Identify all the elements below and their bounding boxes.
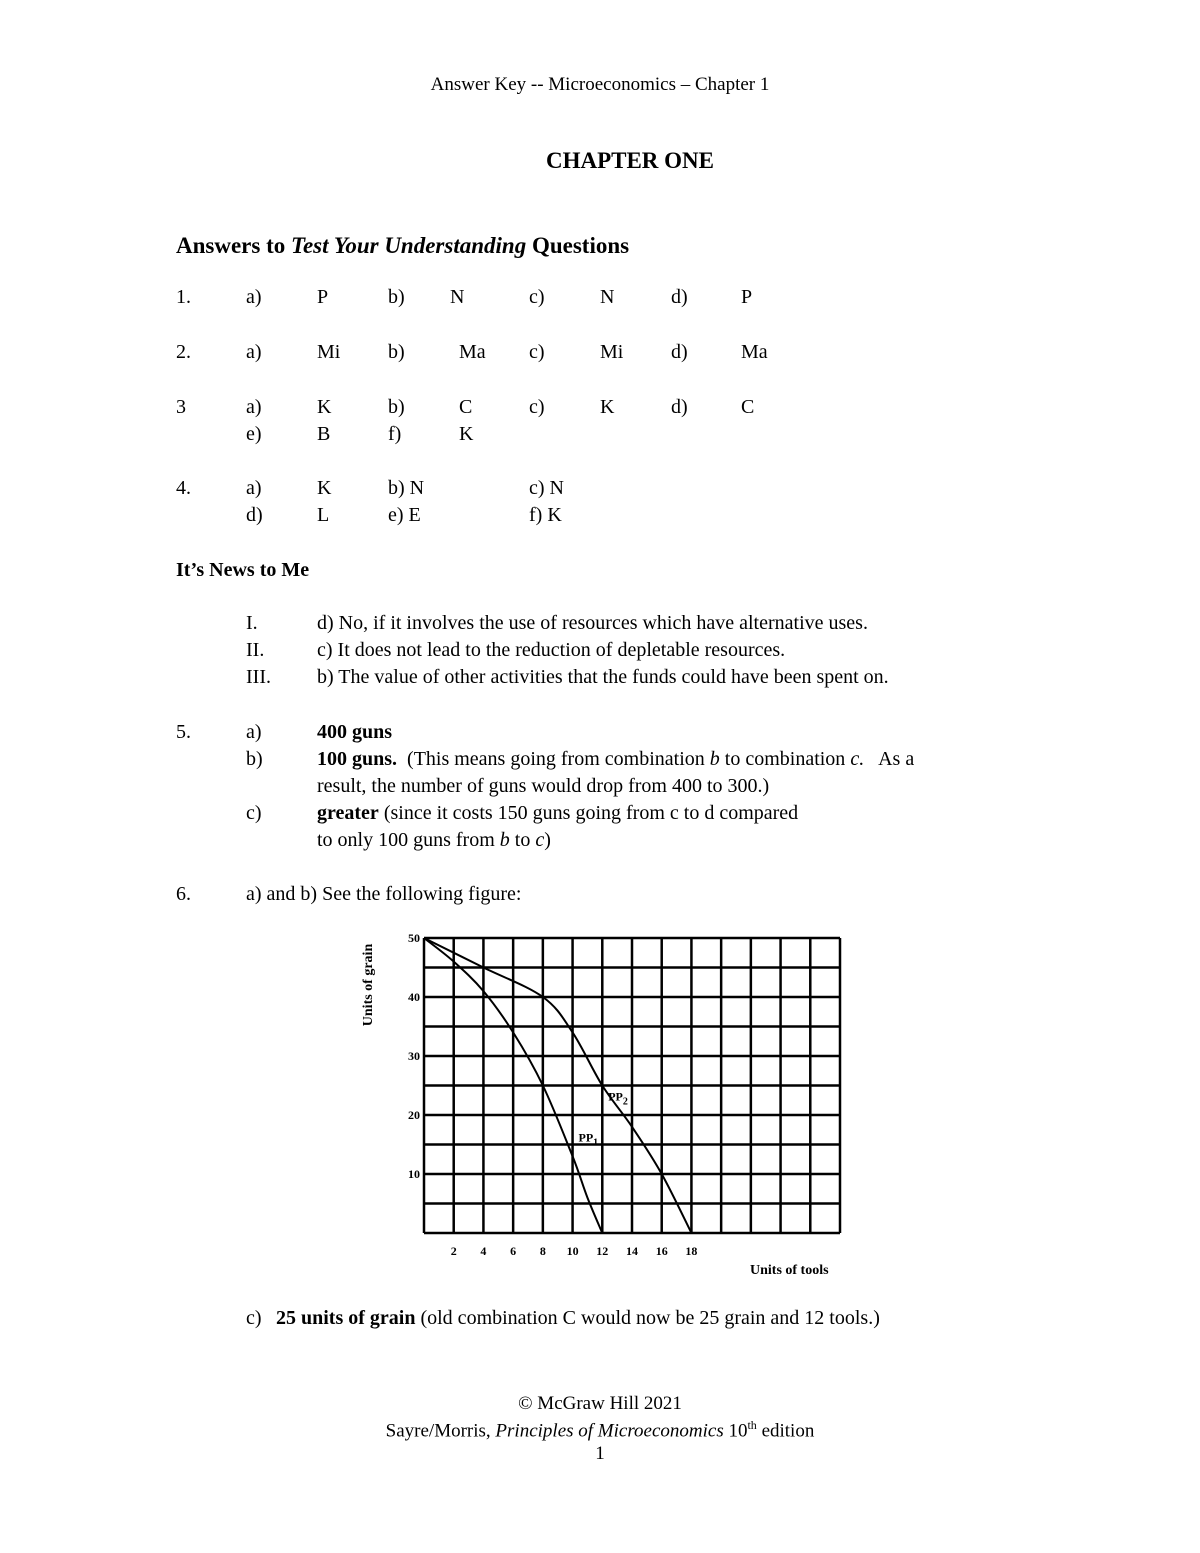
y-tick-label: 30 [408,1049,420,1063]
q4-a-value: K [317,477,332,499]
chapter-title: CHAPTER ONE [545,148,715,173]
x-tick-label: 2 [450,1244,457,1258]
q4-c-answer: c) N [529,477,564,499]
footer-edition-suffix: th [747,1418,757,1432]
q1-a-value: P [317,286,329,308]
q5-c-italic2: c [535,829,545,851]
news-item-1-text: d) No, if it involves the use of resources which have alternative uses. [317,612,868,634]
q5-c-bold: greater [317,802,379,824]
q1-a-label: a) [246,286,262,308]
q2-b-label: b) [388,341,405,363]
x-tick-label: 8 [539,1244,546,1258]
y-tick-label: 50 [408,931,420,945]
q3-c-value: K [600,396,615,418]
page-header: Answer Key -- Microeconomics – Chapter 1 [430,74,770,95]
section-heading-italic: Test Your Understanding [291,233,527,258]
footer-authors: Sayre/Morris, [385,1420,496,1442]
q5-b-italic2: c. [850,748,865,770]
q3-a-value: K [317,396,332,418]
x-tick-label: 16 [655,1244,668,1258]
q5-c-text2: to only 100 guns from [317,829,500,851]
section-heading-post: Questions [526,233,630,258]
x-axis-label: Units of tools [750,1263,829,1278]
q6-c-answer [276,1308,880,1328]
x-tick-label: 10 [566,1244,579,1258]
q3-e-value: B [317,423,331,445]
q6-number: 6. [176,883,191,905]
q4-d-value: L [317,504,330,526]
q3-c-label: c) [529,396,545,418]
q5-b-italic1: b [709,748,720,770]
curve-label-base: PP [578,1130,594,1145]
q6-ab-text: a) and b) See the following figure: [246,883,522,905]
q5-c-text4: ) [544,829,551,851]
q3-d-label: d) [671,396,688,418]
q1-d-label: d) [671,286,688,308]
q1-number: 1. [176,286,191,308]
q1-c-value: N [600,286,615,308]
q1-b-value: N [450,286,465,308]
q5-c-italic1: b [499,829,510,851]
news-item-2-text: c) It does not lead to the reduction of depletable resources. [317,639,786,661]
q5-b-text2: to combination [719,748,851,770]
footer-copyright: © McGraw Hill 2021 [518,1393,682,1414]
q2-a-label: a) [246,341,262,363]
chart-ticks [408,931,697,1258]
q5-b-bold: 100 guns. [317,748,398,770]
q5-c-label: c) [246,802,262,824]
q2-c-label: c) [529,341,545,363]
y-tick-label: 10 [408,1167,420,1181]
news-item-3-number: III. [246,666,271,688]
q3-e-label: e) [246,423,262,445]
footer-page-number: 1 [595,1443,605,1464]
q6-c-label: c) [246,1307,262,1329]
x-tick-label: 12 [596,1244,609,1258]
curve-label-subscript: 1 [593,1137,599,1149]
chart-grid [424,938,840,1233]
q2-b-value: Ma [459,341,486,363]
x-tick-label: 14 [626,1244,638,1258]
section-heading-pre: Answers to [176,233,291,258]
q3-b-label: b) [388,396,405,418]
footer-citation [0,1418,1200,1442]
q4-a-label: a) [246,477,262,499]
y-tick-label: 20 [408,1108,420,1122]
x-tick-label: 6 [510,1244,517,1258]
x-tick-label: 4 [480,1244,487,1258]
footer-book-title: Principles of Microeconomics [495,1420,724,1442]
news-item-2-number: II. [246,639,265,661]
q4-b-answer: b) N [388,477,425,499]
curve-label-pp2 [608,1089,628,1107]
footer-edition-number: 10 [723,1420,748,1442]
q5-b-text3: As a [864,748,915,770]
q4-e-answer: e) E [388,504,421,526]
q5-b-label: b) [246,748,263,770]
q1-c-label: c) [529,286,545,308]
q5-c-text3: to [509,829,536,851]
q6-c-bold: 25 units of grain [276,1307,416,1329]
q2-d-value: Ma [741,341,768,363]
q1-d-value: P [741,286,753,308]
q4-f-answer: f) K [529,504,562,526]
q4-d-label: d) [246,504,263,526]
curve-label-base: PP [608,1089,623,1104]
q5-b-text1: (This means going from combination [397,748,710,770]
q1-b-label: b) [388,286,405,308]
y-tick-label: 40 [408,990,420,1004]
curve-label-pp1 [579,1131,599,1149]
q5-b-line2: result, the number of guns would drop from 400 to 300.) [317,775,770,797]
q4-number: 4. [176,477,191,499]
q5-a-bold: 400 guns [317,721,393,743]
footer-edition-word: edition [756,1420,815,1442]
q6-c-text: (old combination C would now be 25 grain and 12 tools.) [415,1307,880,1329]
q5-c-text1: (since it costs 150 guns going from c to d compared [378,802,799,824]
news-item-3-text: b) The value of other activities that the funds could have been spent on. [317,666,889,688]
curve-label-subscript: 2 [622,1096,628,1108]
y-axis-label: Units of grain [361,943,376,1027]
q5-a-label: a) [246,721,262,743]
q2-a-value: Mi [317,341,341,363]
q2-c-value: Mi [600,341,624,363]
q2-number: 2. [176,341,191,363]
q3-d-value: C [741,396,755,418]
q5-number: 5. [176,721,191,743]
q3-f-value: K [459,423,474,445]
q2-d-label: d) [671,341,688,363]
q3-number: 3 [176,396,186,418]
q3-f-label: f) [388,423,402,445]
news-heading: It’s News to Me [176,559,310,581]
q3-a-label: a) [246,396,262,418]
q3-b-value: C [459,396,473,418]
x-tick-label: 18 [685,1244,698,1258]
news-item-1-number: I. [246,612,258,634]
